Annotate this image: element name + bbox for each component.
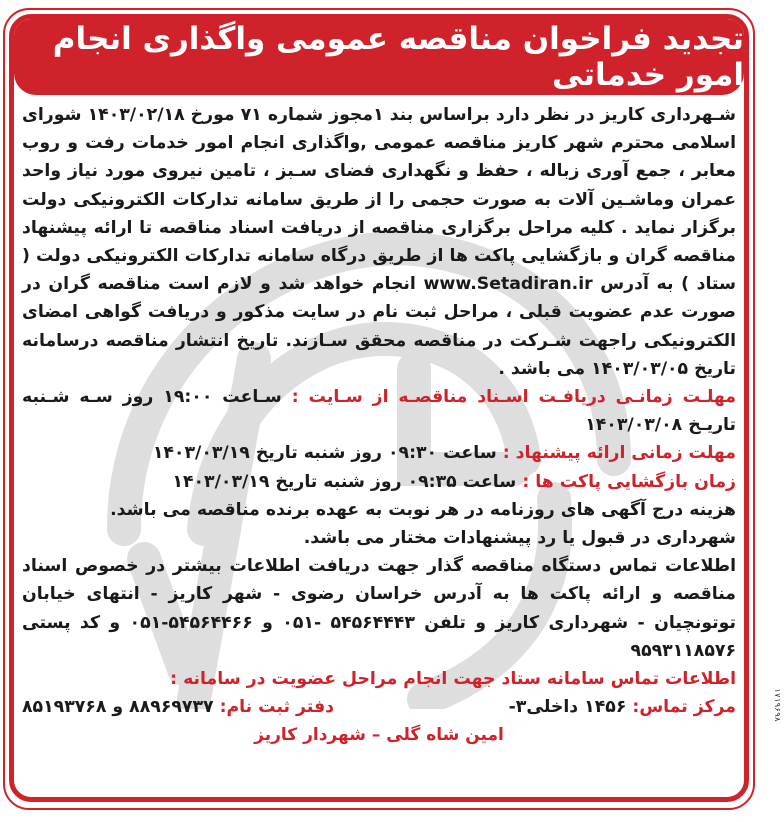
intro-text: براساس بند ۱مجوز شماره ۷۱ مورخ ۱۴۰۳/۰۲/۱۸ شورای اسلامی محترم شهر کاریز مناقصه عمومی ,واگذاری انجام امور خدمات رفت و روب معابر ، جمع آوری زباله ، حفظ و نگهداری فضای سـبز ، تامین نیروی مورد نیاز واحد عمران وماشـین آلات به صورت حجمی را از طریق سامانه تدارکات الکترونیکی دولت برگزار نماید . کلیه مراحل برگزاری مناقصه از دریافت اسناد مناقصه تا ارائه پیشنهاد مناقصه گران و بازگشایی پاکت ها از طریق درگاه سامانه تدارکات الکترونیکی دولت ( ستاد ) به آدرس xyxy=(22,105,736,295)
registration-office-label: دفتر ثبت نام: xyxy=(219,697,335,718)
ad-frame xyxy=(9,14,749,802)
deadline-proposal-label: مهلت زمانی ارائه پیشنهاد : xyxy=(502,443,736,464)
call-center-label: مرکز تماس: xyxy=(632,697,736,718)
setad-contacts xyxy=(22,693,736,721)
call-center xyxy=(509,693,736,721)
deadline-documents xyxy=(22,383,736,439)
note-acceptance: شهرداری در قبول یا رد پیشنهادات مختار می باشد. xyxy=(303,528,736,549)
intro-lead: شـهرداری کاریز در نظر دارد xyxy=(495,105,736,125)
intro-paragraph xyxy=(22,101,736,383)
side-ad-code: ۱۷۱۹۶۹۸ xyxy=(773,688,782,722)
call-center-value: ۱۴۵۶ داخلی۳- xyxy=(508,697,633,718)
setad-heading: اطلاعات تماس سامانه ستاد جهت انجام مراحل عضویت در سامانه : xyxy=(170,669,736,690)
ad-title: تجدید فراخوان مناقصه عمومی واگذاری انجام امور خدماتی xyxy=(52,21,744,93)
registration-office xyxy=(22,693,334,721)
note-ad-cost: هزینه درج آگهی های روزنامه در هر نوبت به عهده برنده مناقصه می باشد. xyxy=(110,499,736,520)
deadline-opening-label: زمان بازگشایی پاکت ها : xyxy=(522,471,736,492)
deadline-opening xyxy=(22,468,736,496)
deadline-documents-label: مهلـت زمانـی دریافـت اسـناد مناقصـه از سـایت : xyxy=(291,387,736,408)
deadline-documents-value: سـاعت ۱۹:۰۰ روز سـه شـنبه تاریـخ ۱۴۰۳/۰۳/۰۸ xyxy=(22,387,736,436)
intro-text-2: انجام خواهد شد و لازم است مناقصه گران در صورت عدم عضویت قبلی ، مراحل ثبت نام در سایت مذکور و دریافت گواهی امضای الکترونیکی راجهت شـرکت در مناقصه محقق سـازند. تاریخ انتشار مناقصه درسامانه تاریخ ۱۴۰۳/۰۳/۰۵ می باشد . xyxy=(22,274,736,379)
title-banner xyxy=(14,19,744,95)
website-link[interactable]: www.Setadiran.ir xyxy=(423,274,593,295)
contact-info: اطلاعات تماس دستگاه مناقصه گذار جهت دریافت اطلاعات بیشتر در خصوص اسناد مناقصه و ارائه پاکت ها به آدرس خراسان رضوی - شهر کاریز - انتهای خیابان توتونچیان - شهرداری کاریز و تلفن ۵۴۵۶۴۴۴۳ -۰۵۱ و ۵۴۵۶۴۴۶۶-۰۵۱ و کد پستی ۹۵۹۳۱۱۸۵۷۶ xyxy=(22,556,736,661)
deadline-proposal-value: ساعت ۰۹:۳۰ روز شنبه تاریخ ۱۴۰۳/۰۳/۱۹ xyxy=(152,443,503,464)
deadline-opening-value: ساعت ۰۹:۳۵ روز شنبه تاریخ ۱۴۰۳/۰۳/۱۹ xyxy=(172,471,523,492)
signature: امین شاه گلی – شهردار کاریز xyxy=(254,725,504,746)
deadline-proposal xyxy=(22,439,736,467)
registration-office-value: ۸۸۹۶۹۷۳۷ و ۸۵۱۹۳۷۶۸ xyxy=(22,697,220,718)
ad-body xyxy=(22,101,736,750)
